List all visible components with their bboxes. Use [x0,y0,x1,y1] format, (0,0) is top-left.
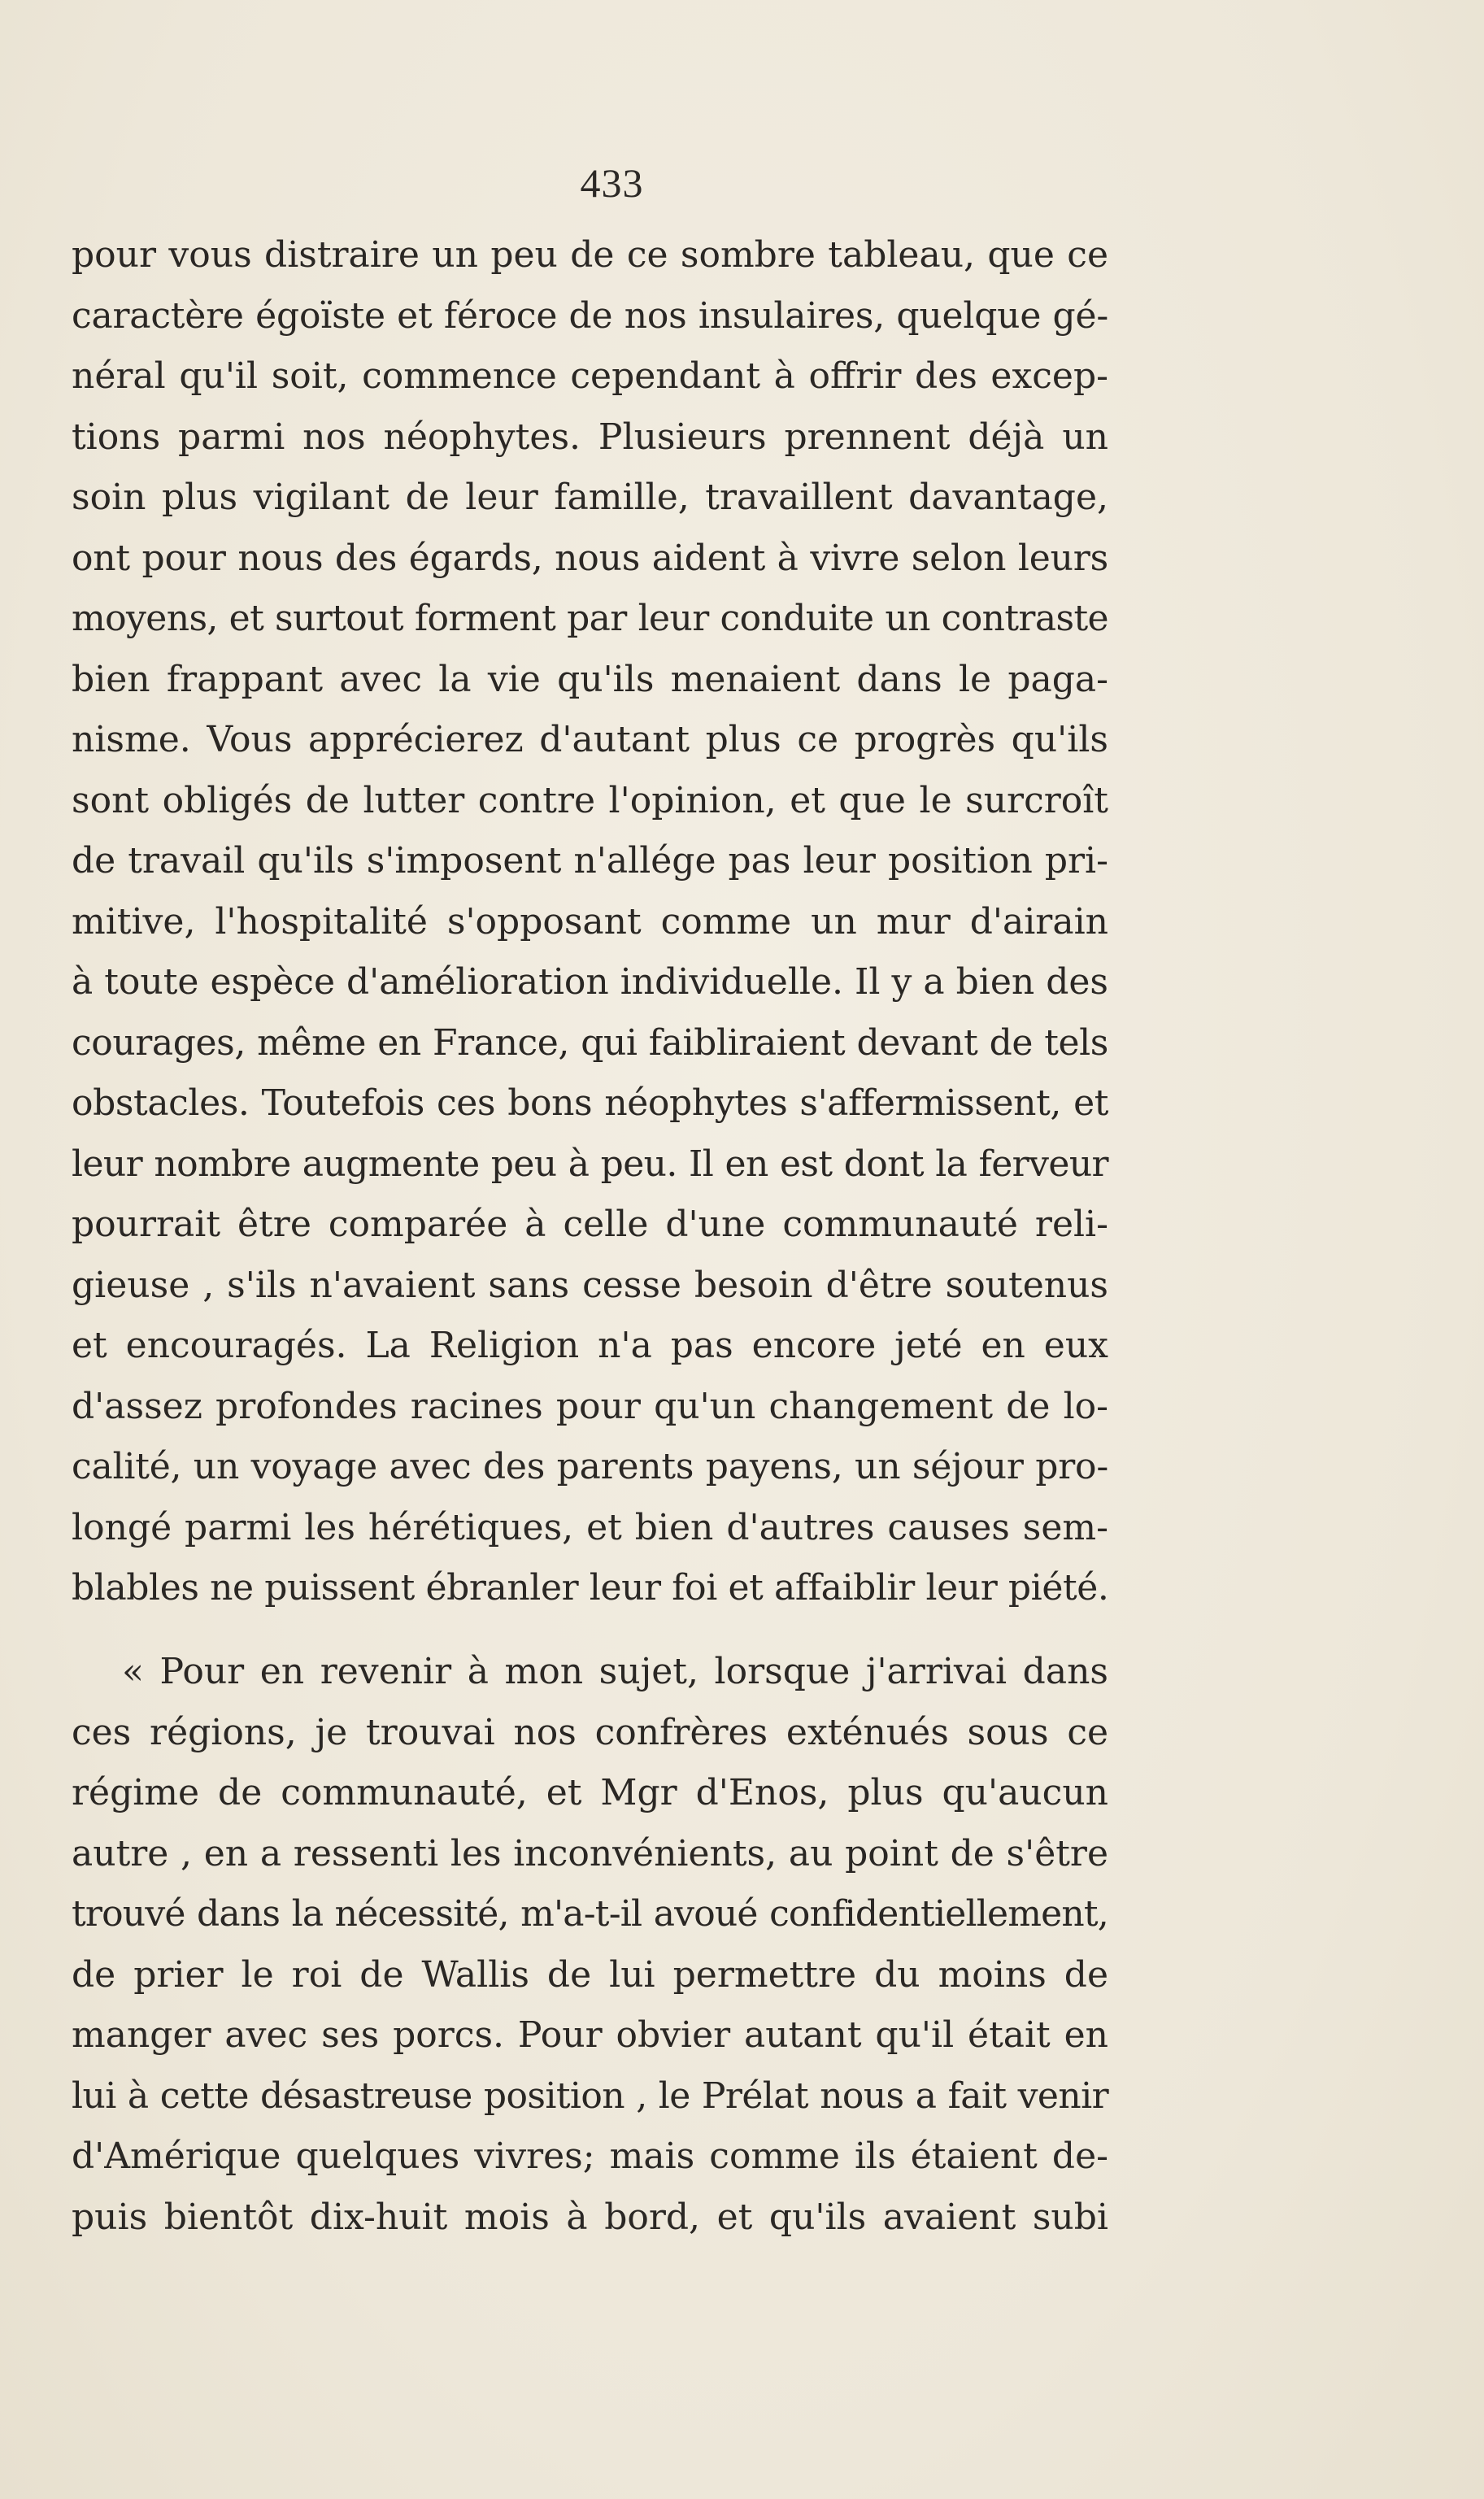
text-line: d'assez profondes racines pour qu'un changement de lo- [72,1385,1108,1427]
text-line: trouvé dans la nécessité, m'a-t-il avoué confidentiellement, [72,1893,1108,1935]
text-line: « Pour en revenir à mon sujet, lorsque j'arrivai dans [122,1651,1108,1692]
text-line: caractère égoïste et féroce de nos insulaires, quelque gé- [72,294,1108,337]
text-line: moyens, et surtout forment par leur conduite un contraste [72,598,1108,639]
text-line: puis bientôt dix-huit mois à bord, et qu'ils avaient subi [72,2196,1108,2238]
text-line: soin plus vigilant de leur famille, travaillent davantage, [72,477,1108,518]
text-line: bien frappant avec la vie qu'ils menaient dans le paga- [72,658,1108,700]
text-line: ces régions, je trouvai nos confrères exténués sous ce [72,1711,1108,1753]
text-line: lui à cette désastreuse position , le Prélat nous a fait venir [72,2075,1108,2117]
text-line: blables ne puissent ébranler leur foi et affaiblir leur piété. [72,1567,1109,1609]
text-line: mitive, l'hospitalité s'opposant comme un mur d'airain [72,900,1108,943]
text-line: leur nombre augmente peu à peu. Il en est dont la ferveur [72,1143,1108,1185]
text-line: nisme. Vous apprécierez d'autant plus ce progrès qu'ils [72,719,1108,760]
paragraph-1 [72,225,1108,1619]
text-line: longé parmi les hérétiques, et bien d'autres causes sem- [72,1506,1108,1548]
text-line: régime de communauté, et Mgr d'Enos, plus qu'aucun [72,1772,1108,1813]
text-line: de travail qu'ils s'imposent n'allége pas leur position pri- [72,840,1108,882]
text-line: de prier le roi de Wallis de lui permettre du moins de [72,1953,1108,1996]
text-line: pour vous distraire un peu de ce sombre tableau, que ce [72,234,1108,276]
text-line: courages, même en France, qui faibliraient devant de tels [72,1021,1108,1064]
text-line: pourrait être comparée à celle d'une communauté reli- [72,1204,1108,1245]
text-line: gieuse , s'ils n'avaient sans cesse besoin d'être soutenus [72,1264,1108,1306]
text-line: tions parmi nos néophytes. Plusieurs prennent déjà un [72,416,1108,458]
text-line: à toute espèce d'amélioration individuelle. Il y a bien des [72,961,1108,1003]
text-line: autre , en a ressenti les inconvénients, au point de s'être [72,1832,1108,1874]
text-line: d'Amérique quelques vivres; mais comme ils étaient de- [72,2135,1108,2177]
text-line: et encouragés. La Religion n'a pas encore jeté en eux [72,1325,1108,1366]
text-line: calité, un voyage avec des parents payens, un séjour pro- [72,1446,1108,1487]
paragraph-2 [72,1642,1108,2248]
text-line: ont pour nous des égards, nous aident à vivre selon leurs [72,537,1108,579]
text-line: manger avec ses porcs. Pour obvier autant qu'il était en [72,2014,1108,2056]
text-line: sont obligés de lutter contre l'opinion, et que le surcroît [72,779,1108,821]
text-line: néral qu'il soit, commence cependant à offrir des excep- [72,355,1108,397]
text-line: obstacles. Toutefois ces bons néophytes s'affermissent, et [72,1082,1108,1124]
page-number: 433 [580,160,644,206]
